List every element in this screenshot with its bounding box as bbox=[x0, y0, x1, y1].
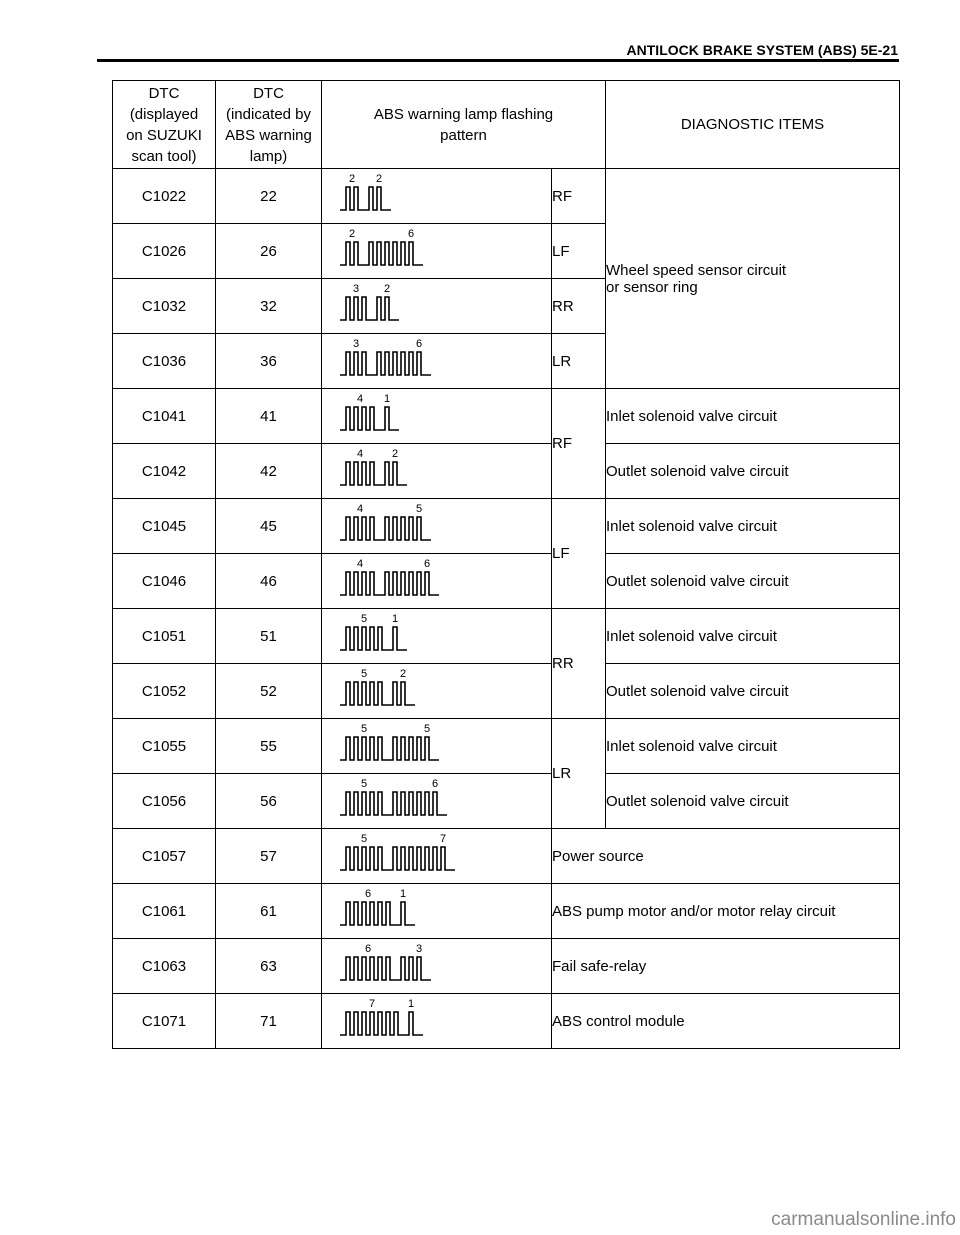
header-dtc-lamp: DTC (indicated by ABS warning lamp) bbox=[216, 81, 322, 169]
diagnostic-item: Outlet solenoid valve circuit bbox=[606, 444, 900, 499]
table-row bbox=[113, 994, 900, 1049]
diagnostic-item: Outlet solenoid valve circuit bbox=[606, 774, 900, 829]
flashing-pattern-cell bbox=[322, 939, 552, 994]
lamp-code: 45 bbox=[216, 499, 322, 554]
pulse-count-first: 5 bbox=[360, 778, 368, 790]
dtc-code: C1056 bbox=[113, 774, 216, 829]
lamp-code: 57 bbox=[216, 829, 322, 884]
dtc-code: C1063 bbox=[113, 939, 216, 994]
diagnostic-item-wheel-speed: Wheel speed sensor circuit or sensor ring bbox=[606, 169, 900, 389]
pulse-count-first: 4 bbox=[356, 503, 364, 515]
flashing-pattern-diagram bbox=[322, 939, 550, 993]
pulse-count-second: 6 bbox=[423, 558, 431, 570]
pulse-count-first: 3 bbox=[352, 338, 360, 350]
pulse-count-first: 5 bbox=[360, 833, 368, 845]
wheel-position: LR bbox=[552, 334, 606, 389]
pulse-waveform bbox=[340, 737, 439, 760]
dtc-code: C1022 bbox=[113, 169, 216, 224]
header-rule bbox=[97, 59, 899, 62]
flashing-pattern-cell bbox=[322, 994, 552, 1049]
dtc-code: C1057 bbox=[113, 829, 216, 884]
flashing-pattern-cell bbox=[322, 664, 552, 719]
pulse-count-second: 5 bbox=[423, 723, 431, 735]
wheel-position: RF bbox=[552, 169, 606, 224]
diagnostic-item: Power source bbox=[552, 829, 900, 884]
flashing-pattern-cell bbox=[322, 554, 552, 609]
pulse-count-second: 2 bbox=[375, 173, 383, 185]
table-row bbox=[113, 499, 900, 554]
flashing-pattern-diagram bbox=[322, 774, 550, 828]
table-row bbox=[113, 444, 900, 499]
flashing-pattern-diagram bbox=[322, 609, 550, 663]
lamp-code: 51 bbox=[216, 609, 322, 664]
lamp-code: 63 bbox=[216, 939, 322, 994]
flashing-pattern-diagram bbox=[322, 334, 550, 388]
flashing-pattern-diagram bbox=[322, 279, 550, 333]
table-row bbox=[113, 389, 900, 444]
pulse-waveform bbox=[340, 902, 415, 925]
pulse-count-second: 6 bbox=[415, 338, 423, 350]
watermark: carmanualsonline.info bbox=[771, 1209, 956, 1230]
wheel-position: LR bbox=[552, 719, 606, 829]
pulse-waveform bbox=[340, 352, 431, 375]
diagnostic-item: Inlet solenoid valve circuit bbox=[606, 389, 900, 444]
table-header-row bbox=[113, 81, 900, 169]
pulse-waveform bbox=[340, 572, 439, 595]
flashing-pattern-cell bbox=[322, 884, 552, 939]
flashing-pattern-cell bbox=[322, 334, 552, 389]
lamp-code: 46 bbox=[216, 554, 322, 609]
table-row bbox=[113, 719, 900, 774]
flashing-pattern-diagram bbox=[322, 169, 550, 223]
flashing-pattern-cell bbox=[322, 169, 552, 224]
pulse-count-first: 5 bbox=[360, 723, 368, 735]
table-row bbox=[113, 939, 900, 994]
flashing-pattern-cell bbox=[322, 279, 552, 334]
wheel-position: LF bbox=[552, 224, 606, 279]
pulse-waveform bbox=[340, 1012, 423, 1035]
lamp-code: 71 bbox=[216, 994, 322, 1049]
pulse-count-second: 1 bbox=[399, 888, 407, 900]
pulse-count-second: 1 bbox=[391, 613, 399, 625]
dtc-code: C1045 bbox=[113, 499, 216, 554]
dtc-code: C1046 bbox=[113, 554, 216, 609]
flashing-pattern-cell bbox=[322, 609, 552, 664]
flashing-pattern-diagram bbox=[322, 389, 550, 443]
flashing-pattern-cell bbox=[322, 389, 552, 444]
pulse-waveform bbox=[340, 682, 415, 705]
diagnostic-item: ABS control module bbox=[552, 994, 900, 1049]
dtc-code: C1055 bbox=[113, 719, 216, 774]
wheel-position: LF bbox=[552, 499, 606, 609]
flashing-pattern-cell bbox=[322, 224, 552, 279]
pulse-waveform bbox=[340, 847, 455, 870]
flashing-pattern-diagram bbox=[322, 554, 550, 608]
dtc-code: C1036 bbox=[113, 334, 216, 389]
wheel-position: RR bbox=[552, 279, 606, 334]
pulse-count-first: 3 bbox=[352, 283, 360, 295]
table-row bbox=[113, 169, 900, 224]
flashing-pattern-cell bbox=[322, 719, 552, 774]
pulse-waveform bbox=[340, 242, 423, 265]
dtc-code: C1032 bbox=[113, 279, 216, 334]
dtc-code: C1041 bbox=[113, 389, 216, 444]
pulse-count-first: 6 bbox=[364, 888, 372, 900]
lamp-code: 22 bbox=[216, 169, 322, 224]
diagnostic-item: Outlet solenoid valve circuit bbox=[606, 554, 900, 609]
flashing-pattern-diagram bbox=[322, 994, 550, 1048]
dtc-code: C1052 bbox=[113, 664, 216, 719]
diagnostic-item: Inlet solenoid valve circuit bbox=[606, 609, 900, 664]
pulse-count-first: 7 bbox=[368, 998, 376, 1010]
flashing-pattern-diagram bbox=[322, 884, 550, 938]
table-row bbox=[113, 884, 900, 939]
flashing-pattern-diagram bbox=[322, 444, 550, 498]
page-header: ANTILOCK BRAKE SYSTEM (ABS) 5E-21 bbox=[626, 42, 898, 58]
flashing-pattern-diagram bbox=[322, 664, 550, 718]
flashing-pattern-diagram bbox=[322, 719, 550, 773]
pulse-count-first: 5 bbox=[360, 668, 368, 680]
wheel-position: RR bbox=[552, 609, 606, 719]
pulse-waveform bbox=[340, 462, 407, 485]
pulse-waveform bbox=[340, 297, 399, 320]
header-flashing-pattern: ABS warning lamp flashing pattern bbox=[322, 81, 606, 169]
pulse-count-first: 5 bbox=[360, 613, 368, 625]
lamp-code: 61 bbox=[216, 884, 322, 939]
lamp-code: 55 bbox=[216, 719, 322, 774]
dtc-code: C1071 bbox=[113, 994, 216, 1049]
dtc-code: C1042 bbox=[113, 444, 216, 499]
diagnostic-item: ABS pump motor and/or motor relay circuit bbox=[552, 884, 900, 939]
diagnostic-item: Inlet solenoid valve circuit bbox=[606, 719, 900, 774]
lamp-code: 42 bbox=[216, 444, 322, 499]
pulse-count-second: 2 bbox=[399, 668, 407, 680]
lamp-code: 41 bbox=[216, 389, 322, 444]
pulse-count-second: 1 bbox=[407, 998, 415, 1010]
pulse-count-first: 4 bbox=[356, 393, 364, 405]
pulse-count-second: 6 bbox=[431, 778, 439, 790]
pulse-waveform bbox=[340, 627, 407, 650]
lamp-code: 36 bbox=[216, 334, 322, 389]
header-dtc-scan-tool: DTC (displayed on SUZUKI scan tool) bbox=[113, 81, 216, 169]
pulse-count-second: 3 bbox=[415, 943, 423, 955]
pulse-count-second: 2 bbox=[383, 283, 391, 295]
pulse-count-first: 4 bbox=[356, 448, 364, 460]
diagnostic-item: Fail safe-relay bbox=[552, 939, 900, 994]
flashing-pattern-diagram bbox=[322, 224, 550, 278]
diagnostic-item: Outlet solenoid valve circuit bbox=[606, 664, 900, 719]
pulse-count-first: 2 bbox=[348, 228, 356, 240]
flashing-pattern-cell bbox=[322, 774, 552, 829]
dtc-code: C1061 bbox=[113, 884, 216, 939]
pulse-count-second: 6 bbox=[407, 228, 415, 240]
pulse-waveform bbox=[340, 407, 399, 430]
table-row bbox=[113, 664, 900, 719]
dtc-table bbox=[112, 80, 900, 1049]
flashing-pattern-diagram bbox=[322, 829, 550, 883]
pulse-count-second: 1 bbox=[383, 393, 391, 405]
lamp-code: 32 bbox=[216, 279, 322, 334]
lamp-code: 26 bbox=[216, 224, 322, 279]
pulse-waveform bbox=[340, 517, 431, 540]
pulse-waveform bbox=[340, 792, 447, 815]
diagnostic-item: Inlet solenoid valve circuit bbox=[606, 499, 900, 554]
lamp-code: 56 bbox=[216, 774, 322, 829]
flashing-pattern-cell bbox=[322, 829, 552, 884]
pulse-waveform bbox=[340, 957, 431, 980]
pulse-waveform bbox=[340, 187, 391, 210]
flashing-pattern-cell bbox=[322, 499, 552, 554]
wheel-position: RF bbox=[552, 389, 606, 499]
pulse-count-second: 5 bbox=[415, 503, 423, 515]
dtc-code: C1051 bbox=[113, 609, 216, 664]
dtc-code: C1026 bbox=[113, 224, 216, 279]
pulse-count-first: 2 bbox=[348, 173, 356, 185]
table-row bbox=[113, 829, 900, 884]
flashing-pattern-cell bbox=[322, 444, 552, 499]
table-row bbox=[113, 774, 900, 829]
pulse-count-second: 2 bbox=[391, 448, 399, 460]
pulse-count-second: 7 bbox=[439, 833, 447, 845]
pulse-count-first: 4 bbox=[356, 558, 364, 570]
lamp-code: 52 bbox=[216, 664, 322, 719]
table-row bbox=[113, 609, 900, 664]
header-diagnostic-items: DIAGNOSTIC ITEMS bbox=[606, 81, 900, 169]
table-row bbox=[113, 554, 900, 609]
pulse-count-first: 6 bbox=[364, 943, 372, 955]
flashing-pattern-diagram bbox=[322, 499, 550, 553]
